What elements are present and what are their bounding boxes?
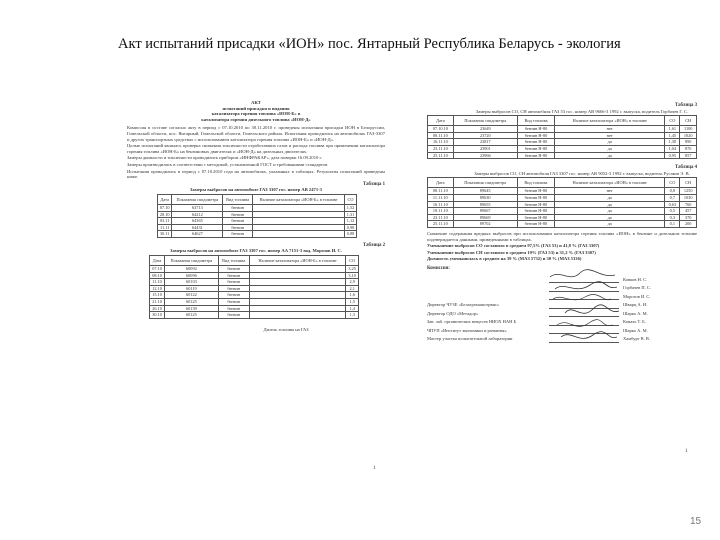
table-cell [252,204,344,211]
table-cell: 1,4 [346,305,359,312]
table-cell: 0,7 [665,194,680,201]
table-cell: 60122 [165,292,219,299]
header-cell: СО [665,178,680,188]
table-cell: 457 [680,208,697,215]
table-row [428,221,697,228]
signature-name: Коваль Т. Б. [623,319,646,325]
header-cell: Показания спидометра [172,194,223,204]
table-row [428,194,697,201]
header-cell: Вид топлива [218,256,249,266]
table-cell [252,231,344,238]
table-cell [249,285,346,292]
table-cell: бензин [223,218,253,225]
table-cell: бензин Н-80 [517,152,554,159]
table-cell: 11.11 [158,224,172,231]
table-row [150,312,359,319]
table-cell: нет [555,126,665,133]
signature-name: Шарко А. М. [623,327,648,333]
signature-role: Зав. лаб. органических веществ НИОХ НАН Б [427,319,517,325]
header-cell: Дата [158,194,172,204]
table-cell: 30.10 [150,312,165,319]
table-cell: 23.11.10 [428,145,454,152]
header-cell: СН [680,178,697,188]
table-cell: бензин Н-80 [517,139,554,146]
page-marker: 1 [373,466,376,471]
table-header-row [428,178,697,188]
signature-role: Директор ОДО «Метадор» [427,310,479,316]
header-cell: СО [346,256,359,266]
table-cell: да [554,221,664,228]
table-cell [249,312,346,319]
table-cell: бензин [218,279,249,286]
table-cell: 60092 [165,266,219,273]
table-cell: нет [554,188,664,195]
table-cell: 23649 [453,126,517,133]
table-cell [249,299,346,306]
table-cell: 1,6 [346,292,359,299]
table-row [158,211,357,218]
header-cell: Дата [428,116,454,126]
signature-name: Хамбург В. В. [623,336,651,342]
header-cell: Дата [428,178,454,188]
table-cell: 63713 [172,204,223,211]
table-cell: 03.11 [158,218,172,225]
table-caption: Таблица 4 [675,165,697,171]
table-cell: 60103 [165,279,219,286]
table-cell: бензин Н-80 [517,214,554,221]
table-row [150,299,359,306]
header-cell: Показания спидометра [453,116,517,126]
table-cell: 0,1 [665,221,680,228]
table-cell: 08.10 [150,272,165,279]
table-cell: бензин [218,272,249,279]
table-cell: 12.10 [150,285,165,292]
header-cell: Показания спидометра [165,256,219,266]
table-cell: 64431 [172,224,223,231]
signature-role: ЧПУП «Институт экономики и развития» [427,327,507,333]
table-row [158,231,357,238]
table-caption: Таблица 1 [363,181,385,187]
table-cell: 0,95 [665,152,680,159]
table-cell: бензин Н-80 [517,145,554,152]
conclusion-line: Дымность уменьшилась в среднем на 39 % (МАЗ 5732) и 30 % (МАЗ 5336) [427,256,582,262]
table-cell: 0,63 [665,201,680,208]
table-cell: бензин Н-80 [517,126,554,133]
table-cell: 1250 [680,188,697,195]
table-cell: 1,52 [345,204,357,211]
heading-line: испытаний присадки и видания [222,105,290,111]
table-cell: 23720 [453,132,517,139]
table-cell: 08.11.10 [428,132,454,139]
table-cell [252,211,344,218]
table-cell: бензин [218,292,249,299]
table-cell: бензин Н-80 [517,208,554,215]
table-row [428,126,697,133]
paragraph: Замеры дымности и токсичности проводились прибором «ИНФРАКАР», дата поверки 16.09.2010 г. [127,155,322,161]
table-cell: 89645 [453,188,517,195]
table-cell: 64212 [172,211,223,218]
header-cell: Вид топлива [223,194,253,204]
paragraph: Целью испытаний являлась проверка снижения токсичности отработавших газов и расхода топлива при применении катализатора горения топлива «ИОН-Б» на бензиновых двигателях и «ИОН-Д» на дизельных двигателях. [127,143,385,154]
table-cell: бензин [223,204,253,211]
table-cell: да [555,145,665,152]
table-header-row [158,194,357,204]
table-cell: да [554,201,664,208]
table-cell: 0,3 [665,214,680,221]
signature-name: Ковков Н. С. [623,276,648,282]
table-cell: 857 [680,152,697,159]
signature-block [427,275,697,343]
table-cell: да [555,152,665,159]
table-cell: 64627 [172,231,223,238]
table-cell: 60139 [165,305,219,312]
table-row [428,201,697,208]
table-cell: 1,3 [346,312,359,319]
table-cell [249,272,346,279]
slide-left-margin [0,0,78,540]
table-cell: 1,30 [665,139,680,146]
table-cell: 2,1 [346,285,359,292]
table-cell: 60125 [165,299,219,306]
header-cell: СО [345,194,357,204]
table-cell: 1,45 [665,132,680,139]
table-cell: 23901 [453,145,517,152]
table-cell: бензин Н-80 [517,194,554,201]
heading-line: катализатора горения топлива «ИОН-Б» в [211,111,301,117]
table-cell: 25.11.10 [428,221,454,228]
table-cell: бензин [218,312,249,319]
header-cell: Вид топлива [517,178,554,188]
header-cell: Наличие катализатора «ИОН-Б» в топливе [252,194,344,204]
table-cell: бензин [218,305,249,312]
table-row [428,214,697,221]
signature-role: Мастер участка испытательной лаборатории [427,336,513,342]
table-cell [249,279,346,286]
table-cell: 60096 [165,272,219,279]
table-row [150,272,359,279]
signature-name: Шарко А. М. [623,310,648,316]
signature-name: Шварц А. И. [623,302,648,308]
table-row [158,204,357,211]
paragraph: Комиссия в составе согласно акту в период с 07.10.2010 по 30.11.2010 г. проведены испытания присадки ИОН в Белоруссии, Гомельской области, пос. Янтарный, Гомельской области, Гомельского района. Испытания проводились на автомобилях ГАЗ-3307 и других транспортных средствах с использованием катализатора горения топлива «ИОН-Б» и «ИОН-Д». [127,125,385,142]
table-title: Замеры выбросов на автомобиле ГАЗ 3307 гос. номер АВ 2471-3 [190,187,322,193]
table-cell: 0,8 [665,188,680,195]
table-title: Замеры выбросов СО, СН автомобиля ГАЗ 3307 гос. номер АВ 9052-3 1992 г. выпуска, водитель Русаков Э. В. [474,170,690,176]
signature-name: Горбачев П. С. [623,285,651,291]
emissions-table-1 [157,194,357,238]
table-cell: 16.11.10 [428,139,454,146]
table-cell: 3,25 [346,266,359,273]
table-cell [252,218,344,225]
table-cell: бензин Н-80 [517,132,554,139]
table-cell: 1,12 [345,218,357,225]
table-cell: 23817 [453,139,517,146]
scanned-document-right [427,103,697,478]
table-cell: 1,5 [346,299,359,306]
table-cell: 0,88 [345,231,357,238]
table-cell: 28.10 [158,211,172,218]
emissions-table-4 [427,177,697,228]
table-cell: 08.11.10 [428,188,454,195]
table-cell: 1030 [680,194,697,201]
conclusion-line: Уменьшение выбросов СН составило в среднем 19% (ГАЗ 53) и 31,2 % (ГАЗ 3307) [427,249,596,255]
table-cell: 15.10 [150,292,165,299]
paragraph: Испытания проводились в период с 07.10.2010 года на автомобилях, указанных в таблицах. Результаты испытаний приведены ниже. [127,168,385,180]
table-cell: 89630 [453,194,517,201]
table-cell: бензин [218,266,249,273]
table-cell: 1100 [680,126,697,133]
table-cell: бензин [223,211,253,218]
conclusion-line: Снижение содержания вредных выбросов при использовании катализатора горения топлива «ИОН» в бензине и дизельном топливе подтверждается данными, приведенными в таблицах. [427,230,697,242]
table-cell: 30.11 [158,231,172,238]
table-cell: 60125 [165,312,219,319]
heading-line: АКТ [251,100,261,105]
table-row [428,208,697,215]
table-cell: да [554,208,664,215]
header-cell: Вид топлива [517,116,554,126]
slide-page-number: 15 [690,516,702,527]
table-cell: 21.10 [150,299,165,306]
table-cell: 1020 [680,132,697,139]
commission-label: Комиссия: [427,265,450,271]
table-cell: 760 [680,201,697,208]
table-cell: 1,04 [665,145,680,152]
table-cell: 07.10.10 [428,126,454,133]
table-cell: 07.10 [150,266,165,273]
table-header-row [428,116,697,126]
table-cell: 19.11.10 [428,208,454,215]
table-cell: бензин Н-80 [517,201,554,208]
table-cell [249,292,346,299]
header-cell: Наличие катализатора «ИОН» в топливе [554,178,664,188]
table-caption: Таблица 3 [675,103,697,108]
table-cell [249,305,346,312]
table-cell: бензин [218,299,249,306]
heading-line: катализатора горения дизельного топлива «ИОН-Д» [201,116,311,122]
table-cell: 890 [680,139,697,146]
signature-name: Морозов И. С. [623,293,651,299]
table-cell: 370 [680,214,697,221]
table-cell: 11.11.10 [428,194,454,201]
table-cell [249,266,346,273]
table-row [428,132,697,139]
table-title: Замеры выбросов СО, СН автомобиля ГАЗ 53 гос. номер АВ 9666-3 1992 г. выпуска, водитель Горбачев Г. С. [475,108,689,114]
signature-role: Директор ЧУЗЕ «Белагромашсервис» [427,302,500,308]
table-header-row [150,256,359,266]
table-cell: да [554,214,664,221]
table-cell: бензин [218,285,249,292]
paragraph: Замеры производились в соответствии с методикой, установленной ГОСТ и требованиями стандартов. [127,161,329,167]
table-cell: 64365 [172,218,223,225]
table-cell: 0,5 [665,208,680,215]
table-cell: бензин Н-80 [517,188,554,195]
table-caption: Таблица 2 [363,242,385,248]
header-cell: Дата [150,256,165,266]
table-cell: 3,10 [346,272,359,279]
table-cell: 16.11.10 [428,201,454,208]
header-cell: СН [680,116,697,126]
table-cell: бензин [223,224,253,231]
emissions-table-3 [427,115,697,159]
table-cell: 89702 [453,221,517,228]
table-row [428,145,697,152]
slide-title: Акт испытаний присадки «ИОН» пос. Янтарный Республика Беларусь - экология [118,36,621,52]
document-footer: Дизель топлива на ГАЗ [263,326,309,332]
table-cell: да [555,139,665,146]
table-cell [252,224,344,231]
table-cell: 89667 [453,208,517,215]
table-cell: 23.11.10 [428,214,454,221]
table-row [428,152,697,159]
table-row [150,266,359,273]
table-cell: 60119 [165,285,219,292]
table-cell: 11.10 [150,279,165,286]
table-cell: 2,9 [346,279,359,286]
table-cell: 1,31 [345,211,357,218]
table-cell: 89669 [453,214,517,221]
table-row [150,279,359,286]
table-cell: 870 [680,145,697,152]
table-row [428,188,697,195]
table-cell: 1,61 [665,126,680,133]
table-row [158,218,357,225]
table-row [150,305,359,312]
table-cell: 0,98 [345,224,357,231]
header-cell: Наличие катализатора «ИОН-Б» в топливе [249,256,346,266]
table-cell: бензин [223,231,253,238]
conclusions [427,231,697,262]
emissions-table-2 [149,255,359,319]
handwritten-signatures [545,269,625,349]
table-row [158,224,357,231]
header-cell: Наличие катализатора «ИОН» в топливе [555,116,665,126]
table-cell: бензин Н-80 [517,221,554,228]
table-row [150,285,359,292]
table-cell: 26.10 [150,305,165,312]
table-cell: 89655 [453,201,517,208]
table-title: Замеры выбросов на автомобиле ГАЗ 3307 гос. номер АА 7151-3 вод. Морозов И. С. [170,248,342,254]
document-body [127,125,385,179]
header-cell: СО [665,116,680,126]
table-cell: 200 [680,221,697,228]
table-cell: да [554,194,664,201]
table-cell: 25.11.10 [428,152,454,159]
table-cell: 07.10 [158,204,172,211]
table-cell: нет [555,132,665,139]
table-row [428,139,697,146]
table-cell: 23966 [453,152,517,159]
document-heading [127,100,385,122]
page-marker: 1 [685,449,688,454]
scanned-document-left [127,98,385,476]
table-row [150,292,359,299]
header-cell: Показания спидометра [453,178,517,188]
conclusion-line: Уменьшение выбросов СО составило в среднем 97,5% (ГАЗ 53) и 41,8 % (ГАЗ 3307) [427,243,600,249]
